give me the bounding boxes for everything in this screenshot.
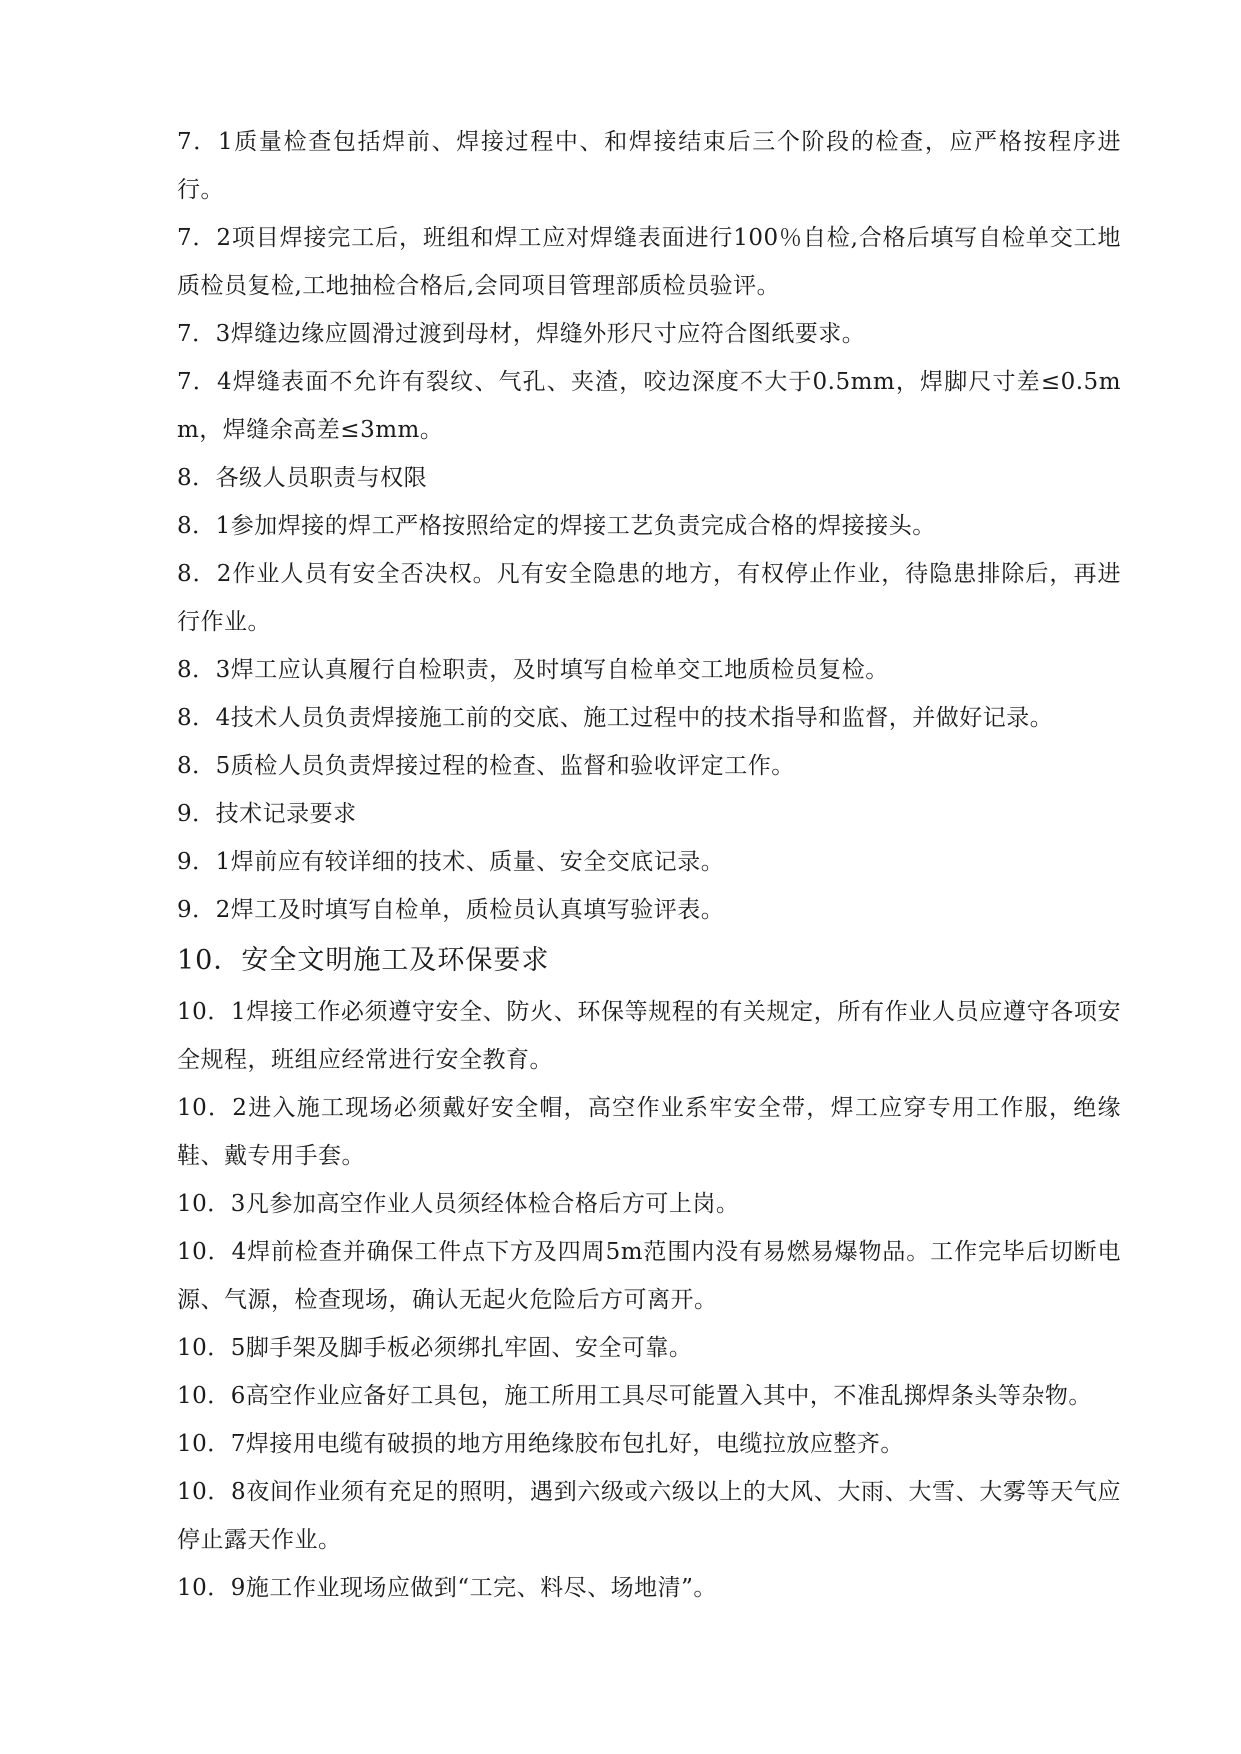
paragraph-9-1: 9．1焊前应有较详细的技术、质量、安全交底记录。 xyxy=(177,849,725,875)
paragraph-10-1: 10．1焊接工作必须遵守安全、防火、环保等规程的有关规定，所有作业人员应遵守各项安全规程，班组应经常进行安全教育。 xyxy=(177,999,1121,1073)
paragraph-8-4: 8．4技术人员负责焊接施工前的交底、施工过程中的技术指导和监督，并做好记录。 xyxy=(177,705,1054,731)
paragraph-7-3: 7．3焊缝边缘应圆滑过渡到母材，焊缝外形尺寸应符合图纸要求。 xyxy=(177,321,866,347)
paragraph-8-5: 8．5质检人员负责焊接过程的检查、监督和验收评定工作。 xyxy=(177,753,795,779)
paragraph-10-2: 10．2进入施工现场必须戴好安全帽，高空作业系牢安全带，焊工应穿专用工作服，绝缘鞋、戴专用手套。 xyxy=(177,1095,1121,1169)
paragraph-10-8: 10．8夜间作业须有充足的照明，遇到六级或六级以上的大风、大雨、大雪、大雾等天气应停止露天作业。 xyxy=(177,1479,1121,1553)
paragraph-10-5: 10．5脚手架及脚手板必须绑扎牢固、安全可靠。 xyxy=(177,1335,693,1361)
document-body xyxy=(177,118,1121,1612)
section-8-title: 8．各级人员职责与权限 xyxy=(177,465,428,491)
paragraph-10-9: 10．9施工作业现场应做到“工完、料尽、场地清”。 xyxy=(177,1575,717,1601)
section-9-title: 9．技术记录要求 xyxy=(177,801,357,827)
paragraph-8-3: 8．3焊工应认真履行自检职责，及时填写自检单交工地质检员复检。 xyxy=(177,657,889,683)
paragraph-8-1: 8．1参加焊接的焊工严格按照给定的焊接工艺负责完成合格的焊接接头。 xyxy=(177,513,936,539)
paragraph-10-3: 10．3凡参加高空作业人员须经体检合格后方可上岗。 xyxy=(177,1191,740,1217)
paragraph-7-1: 7．1质量检查包括焊前、焊接过程中、和焊接结束后三个阶段的检查，应严格按程序进行。 xyxy=(177,129,1121,203)
paragraph-10-7: 10．7焊接用电缆有破损的地方用绝缘胶布包扎好，电缆拉放应整齐。 xyxy=(177,1431,904,1457)
paragraph-7-2: 7．2项目焊接完工后，班组和焊工应对焊缝表面进行100％自检,合格后填写自检单交工地质检员复检,工地抽检合格后,会同项目管理部质检员验评。 xyxy=(177,225,1121,299)
paragraph-10-4: 10．4焊前检查并确保工件点下方及四周5m范围内没有易燃易爆物品。工作完毕后切断电源、气源，检查现场，确认无起火危险后方可离开。 xyxy=(177,1239,1121,1313)
paragraph-9-2: 9．2焊工及时填写自检单，质检员认真填写验评表。 xyxy=(177,897,725,923)
paragraph-7-4: 7．4焊缝表面不允许有裂纹、气孔、夹渣，咬边深度不大于0.5mm，焊脚尺寸差≤0.5mm，焊缝余高差≤3mm。 xyxy=(177,369,1121,443)
paragraph-10-6: 10．6高空作业应备好工具包，施工所用工具尽可能置入其中，不准乱掷焊条头等杂物。 xyxy=(177,1383,1092,1409)
section-10-heading: 10．安全文明施工及环保要求 xyxy=(177,945,550,976)
paragraph-8-2: 8．2作业人员有安全否决权。凡有安全隐患的地方，有权停止作业，待隐患排除后，再进行作业。 xyxy=(177,561,1121,635)
